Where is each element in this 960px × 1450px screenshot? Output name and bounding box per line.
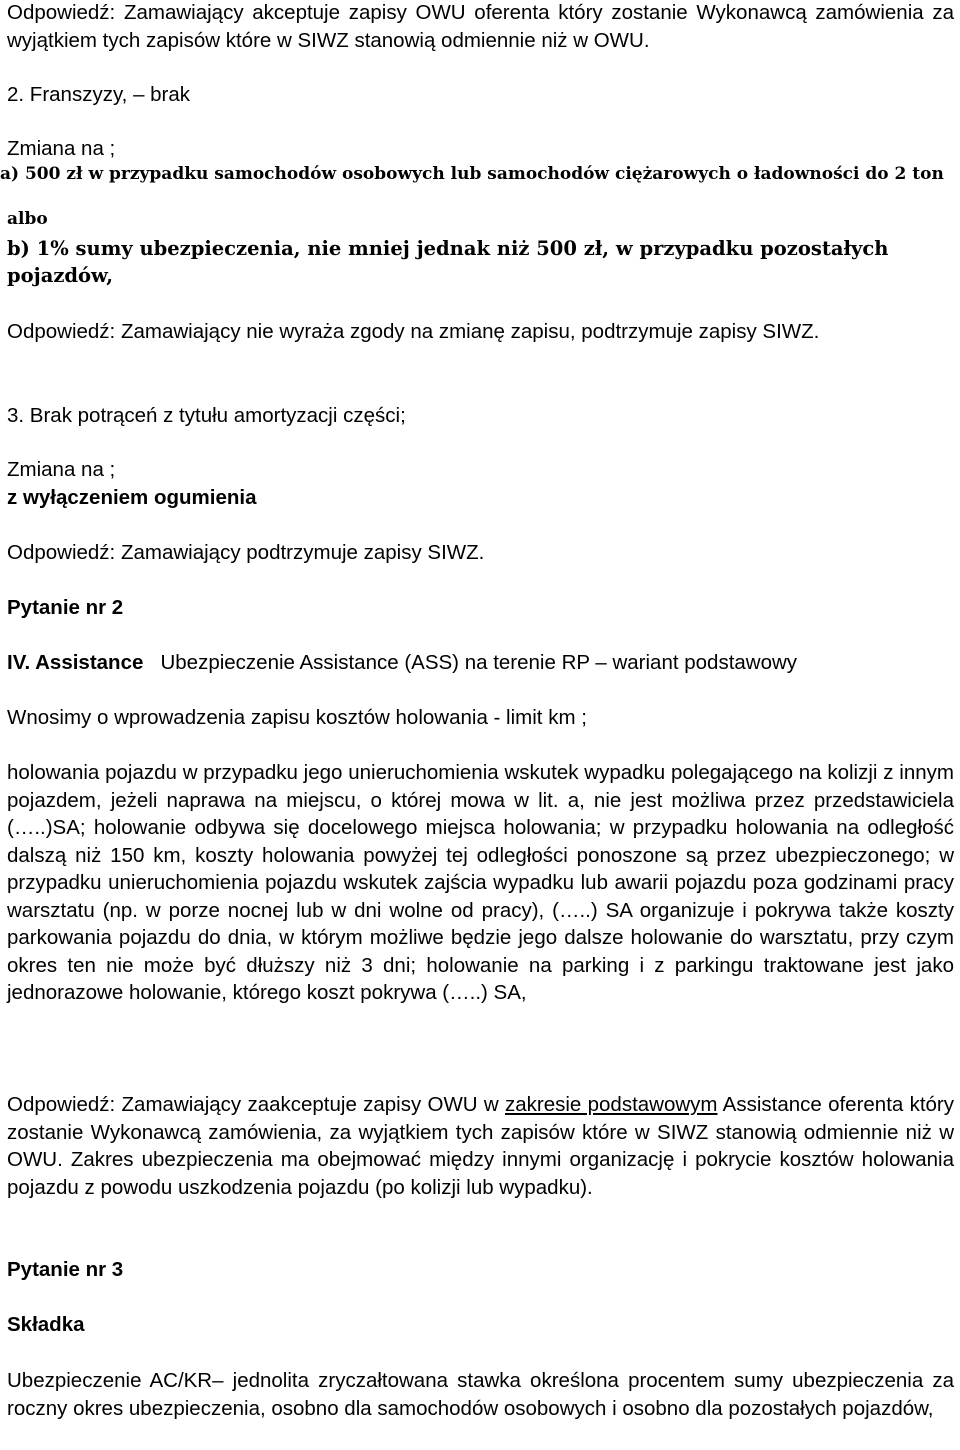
answer-paragraph-3: Odpowiedź: Zamawiający podtrzymuje zapisy SIWZ. xyxy=(7,541,485,564)
answer-4-part-b: Assistance oferenta który zostanie Wykonawcą zamówienia, za wyjątkiem tych zapisów które w SIWZ stanowią odmiennie niż w OWU. Zakres ubezpieczenia ma obejmować między innymi organizację i pokrycie kosztów holowania pojazdu z powodu uszkodzenia pojazdu (po kolizji lub wypadku). xyxy=(7,1093,955,1199)
assistance-heading: IV. Assistance xyxy=(7,651,144,674)
excluding-tires: z wyłączeniem ogumienia xyxy=(7,486,257,509)
option-b: b) 1% sumy ubezpieczenia, nie mniej jednak niż 500 zł, w przypadku pozostałych pojazdów, xyxy=(7,237,889,287)
item-3-depreciation: 3. Brak potrąceń z tytułu amortyzacji części; xyxy=(7,404,406,427)
answer-paragraph-1: Odpowiedź: Zamawiający akceptuje zapisy OWU oferenta który zostanie Wykonawcą zamówienia za wyjątkiem tych zapisów które w SIWZ stanowią odmiennie niż w OWU. xyxy=(7,1,954,52)
answer-4-underlined: zakresie podstawowym xyxy=(505,1093,718,1116)
change-label: Zmiana na ; xyxy=(7,137,116,160)
premium-heading: Składka xyxy=(7,1313,85,1336)
question-2-heading: Pytanie nr 2 xyxy=(7,596,124,619)
assistance-line xyxy=(7,649,954,677)
question-3-heading: Pytanie nr 3 xyxy=(7,1258,124,1281)
item-2-franchise: 2. Franszyzy, – brak xyxy=(7,83,191,106)
option-a: a) 500 zł w przypadku samochodów osobowych lub samochodów ciężarowych o ładowności do 2 ton xyxy=(0,164,944,184)
answer-4-part-a: Odpowiedź: Zamawiający zaakceptuje zapisy OWU w xyxy=(7,1093,505,1116)
towing-request: Wnosimy o wprowadzenia zapisu kosztów holowania - limit km ; xyxy=(7,706,587,729)
towing-clause: holowania pojazdu w przypadku jego unieruchomienia wskutek wypadku polegającego na kolizji z innym pojazdem, jeżeli naprawa na miejscu, o której mowa w lit. a, nie jest możliwa przez przedstawiciela (…..)SA; holowanie odbywa się docelowego miejsca holowania; w przypadku holowania na odległość dalszą niż 150 km, koszty holowania powyżej tej odległości ponoszone są przez ubezpieczonego; w przypadku unieruchomienia pojazdu wskutek zajścia wypadku lub awarii pojazdu poza godzinami pracy warsztatu (np. w porze nocnej lub w dni wolne od pracy), (…..) SA organizuje i pokrywa także koszty parkowania pojazdu do dnia, w którym możliwe będzie jego dalsze holowanie do warsztatu, przy czym okres ten nie może być dłuższy niż 3 dni; holowanie na parking i z parkingu traktowane jest jako jednorazowe holowanie, którego koszt pokrywa (…..) SA, xyxy=(7,761,954,1004)
answer-paragraph-4 xyxy=(7,1091,954,1201)
option-or: albo xyxy=(7,209,48,229)
answer-paragraph-2: Odpowiedź: Zamawiający nie wyraża zgody na zmianę zapisu, podtrzymuje zapisy SIWZ. xyxy=(7,320,820,343)
assistance-description: Ubezpieczenie Assistance (ASS) na terenie RP – wariant podstawowy xyxy=(160,651,798,674)
change-label-2: Zmiana na ; xyxy=(7,458,116,481)
premium-paragraph: Ubezpieczenie AC/KR– jednolita zryczałtowana stawka określona procentem sumy ubezpieczenia za roczny okres ubezpieczenia, osobno dla samochodów osobowych i osobno dla pozostałych pojazdów, xyxy=(7,1369,954,1420)
